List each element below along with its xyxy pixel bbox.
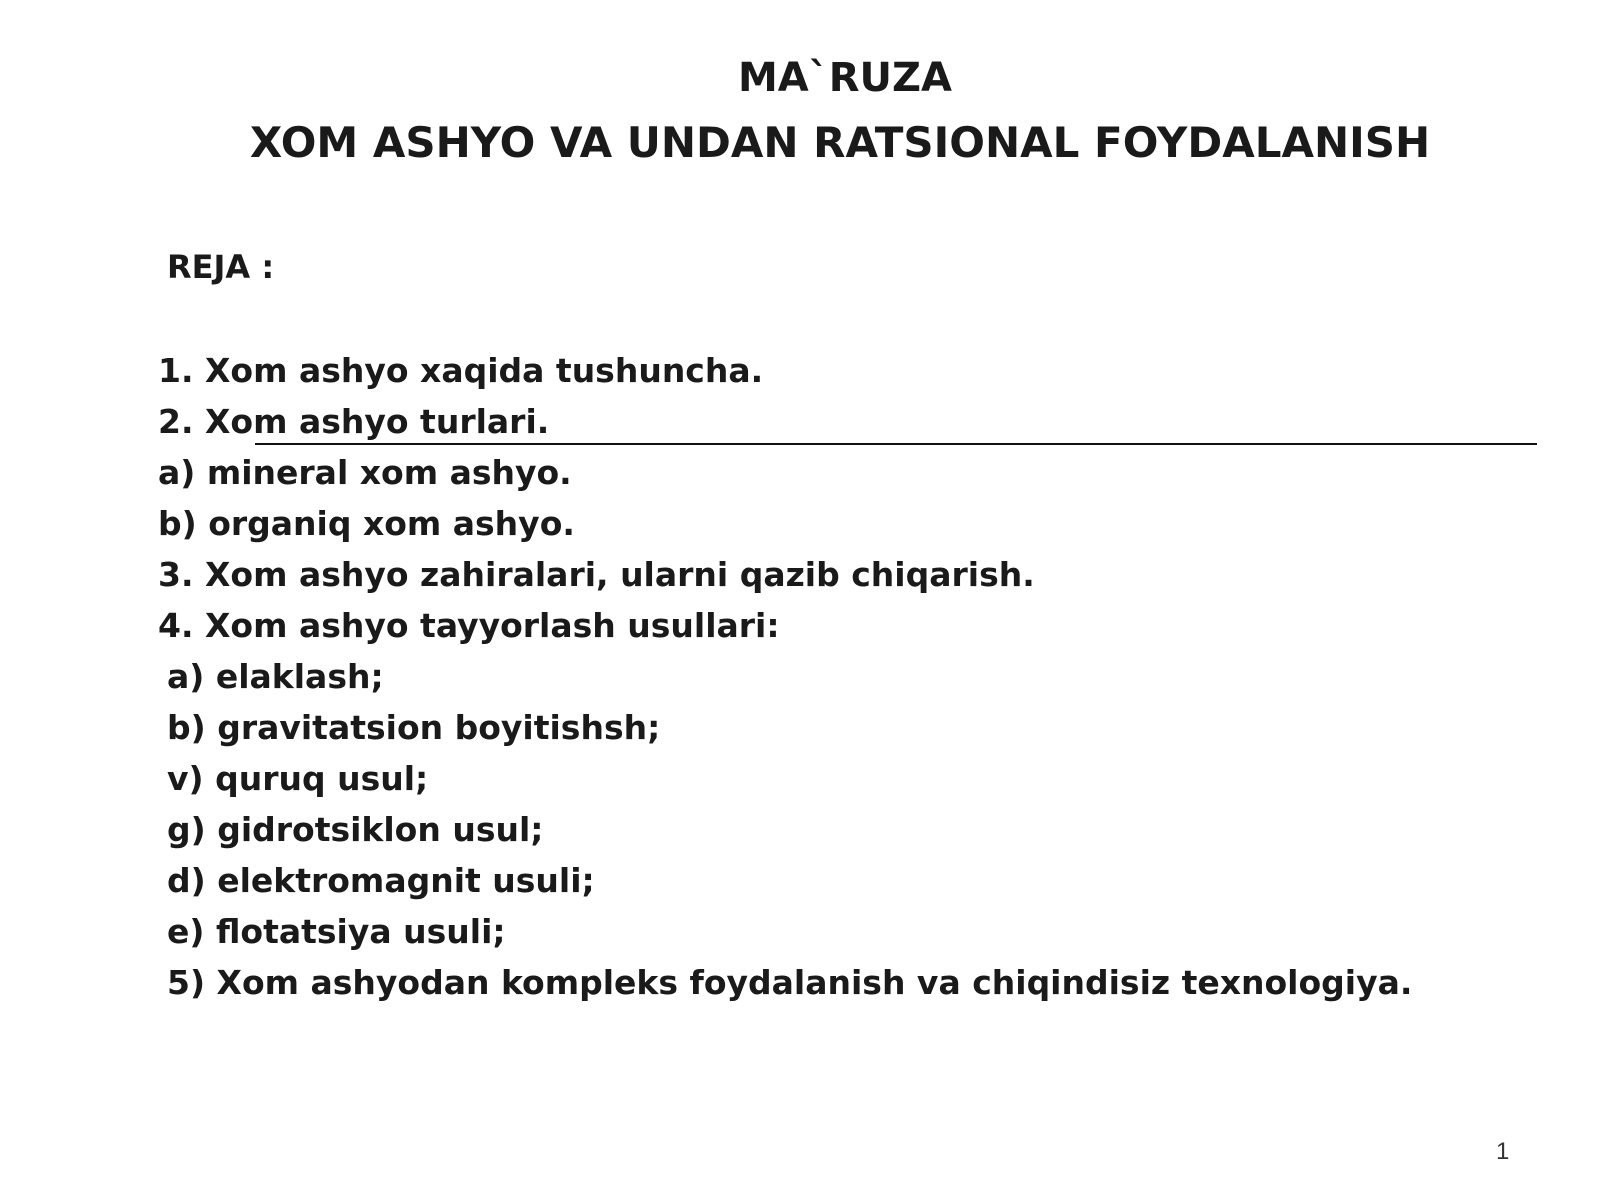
slide-title: MA`RUZA — [737, 55, 952, 101]
plan-item: e) flotatsiya usuli; — [167, 912, 506, 951]
plan-item: a) mineral xom ashyo. — [158, 453, 572, 492]
plan-item: b) organiq xom ashyo. — [158, 504, 575, 543]
plan-item: 5) Xom ashyodan kompleks foydalanish va chiqindisiz texnologiya. — [167, 963, 1413, 1002]
plan-item: a) elaklash; — [167, 657, 384, 696]
plan-item: 2. Xom ashyo turlari. — [158, 402, 550, 441]
plan-item: v) quruq usul; — [167, 759, 429, 798]
plan-item: 4. Xom ashyo tayyorlash usullari: — [158, 606, 780, 645]
plan-item: 3. Xom ashyo zahiralari, ularni qazib chiqarish. — [158, 555, 1035, 594]
slide-subtitle: XOM ASHYO VA UNDAN RATSIONAL FOYDALANISH — [249, 118, 1431, 167]
plan-item: 1. Xom ashyo xaqida tushuncha. — [158, 351, 764, 390]
horizontal-rule — [255, 443, 1537, 445]
plan-item: d) elektromagnit usuli; — [167, 861, 595, 900]
plan-heading: REJA : — [167, 248, 275, 286]
page-number: 1 — [1496, 1138, 1510, 1165]
plan-item: b) gravitatsion boyitishsh; — [167, 708, 661, 747]
plan-item: g) gidrotsiklon usul; — [167, 810, 544, 849]
